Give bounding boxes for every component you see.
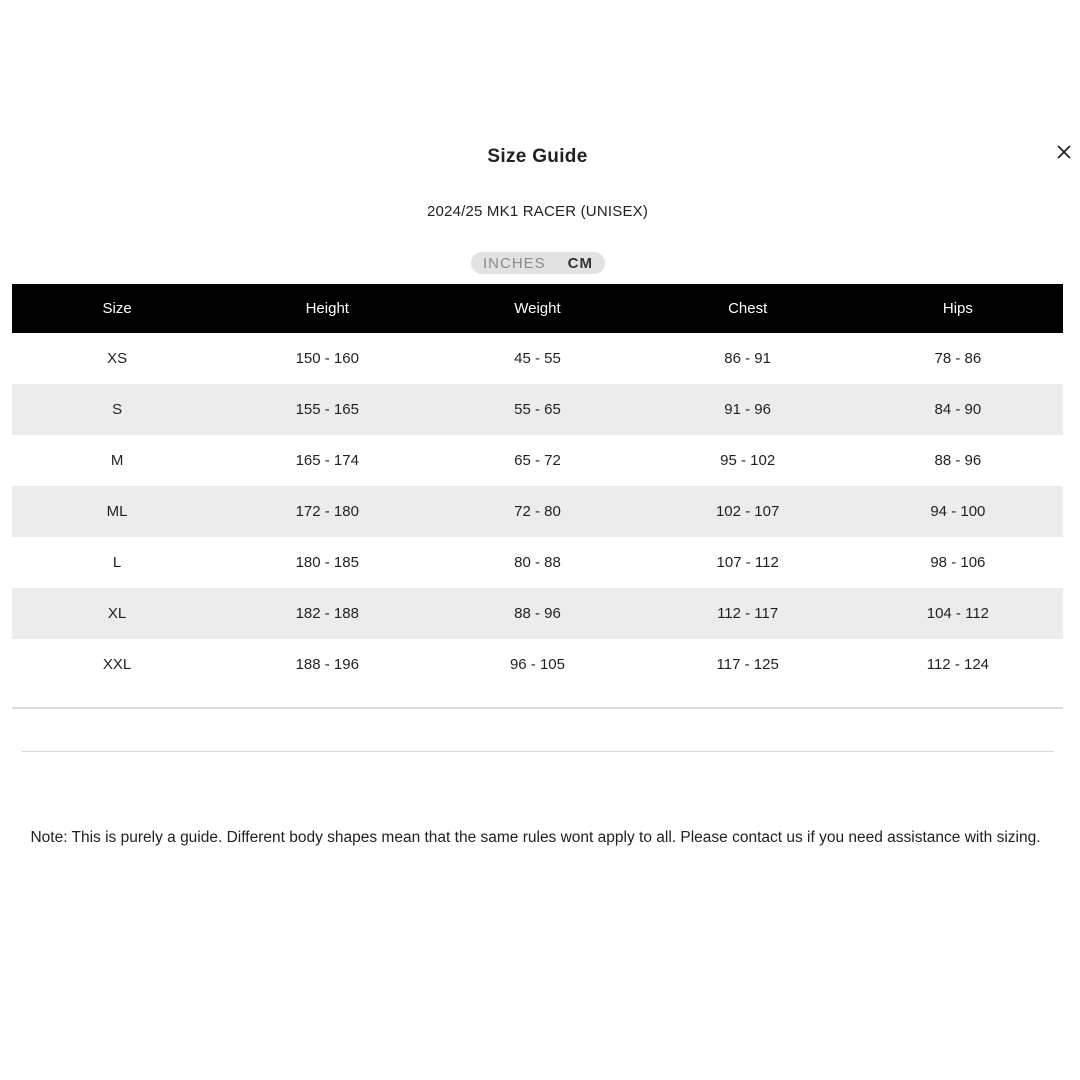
table-cell: 98 - 106 bbox=[930, 554, 986, 571]
table-cell: 102 - 107 bbox=[643, 486, 853, 537]
table-cell: XL bbox=[12, 588, 222, 639]
divider bbox=[22, 751, 1054, 752]
table-cell: S bbox=[12, 384, 222, 435]
table-cell: 188 - 196 bbox=[295, 656, 359, 673]
table-cell: 112 - 124 bbox=[926, 656, 990, 673]
table-cell: 78 - 86 bbox=[934, 350, 982, 367]
table-cell: 80 - 88 bbox=[514, 554, 561, 571]
column-header-weight: Weight bbox=[432, 284, 642, 333]
divider bbox=[12, 707, 1063, 709]
table-row bbox=[12, 384, 1063, 435]
table-cell: L bbox=[112, 554, 122, 571]
table-cell: 45 - 55 bbox=[514, 350, 561, 367]
size-table bbox=[12, 284, 1063, 690]
table-header-row bbox=[12, 284, 1063, 333]
table-cell: 55 - 65 bbox=[432, 384, 642, 435]
close-icon bbox=[1054, 142, 1074, 162]
table-cell: 172 - 180 bbox=[222, 486, 432, 537]
unit-option-cm[interactable]: CM bbox=[567, 254, 593, 272]
table-cell: 180 - 185 bbox=[295, 554, 359, 571]
table-row bbox=[12, 588, 1063, 639]
table-cell: 155 - 165 bbox=[222, 384, 432, 435]
sizing-note: Note: This is purely a guide. Different body shapes mean that the same rules wont apply to all. Please contact us if you need assistance with sizing. bbox=[30, 829, 1041, 846]
table-cell: 84 - 90 bbox=[853, 384, 1063, 435]
table-cell: 86 - 91 bbox=[724, 350, 771, 367]
unit-toggle[interactable] bbox=[471, 252, 605, 274]
table-row bbox=[12, 486, 1063, 537]
table-cell: 88 - 96 bbox=[934, 452, 982, 469]
table-cell: ML bbox=[12, 486, 222, 537]
table-cell: 65 - 72 bbox=[514, 452, 561, 469]
table-row bbox=[12, 435, 1063, 486]
column-header-height: Height bbox=[222, 284, 432, 333]
table-cell: XS bbox=[107, 350, 128, 367]
table-cell: 104 - 112 bbox=[853, 588, 1063, 639]
table-cell: XXL bbox=[102, 656, 132, 673]
unit-option-inches[interactable]: INCHES bbox=[482, 254, 546, 272]
table-cell: M bbox=[110, 452, 124, 469]
modal-title: Size Guide bbox=[487, 146, 588, 167]
table-cell: 72 - 80 bbox=[432, 486, 642, 537]
table-cell: 150 - 160 bbox=[295, 350, 359, 367]
product-name: 2024/25 MK1 RACER (UNISEX) bbox=[426, 203, 649, 220]
table-cell: 88 - 96 bbox=[432, 588, 642, 639]
table-row bbox=[12, 639, 1063, 690]
column-header-hips: Hips bbox=[853, 284, 1063, 333]
table-cell: 182 - 188 bbox=[222, 588, 432, 639]
table-cell: 91 - 96 bbox=[643, 384, 853, 435]
table-cell: 165 - 174 bbox=[295, 452, 359, 469]
table-cell: 117 - 125 bbox=[716, 656, 779, 673]
column-header-chest: Chest bbox=[643, 284, 853, 333]
table-row bbox=[12, 333, 1063, 384]
table-cell: 96 - 105 bbox=[509, 656, 565, 673]
table-cell: 95 - 102 bbox=[720, 452, 776, 469]
column-header-size: Size bbox=[12, 284, 222, 333]
table-cell: 107 - 112 bbox=[716, 554, 779, 571]
table-cell: 112 - 117 bbox=[643, 588, 853, 639]
table-row bbox=[12, 537, 1063, 588]
close-button[interactable] bbox=[1054, 142, 1074, 162]
table-cell: 94 - 100 bbox=[853, 486, 1063, 537]
